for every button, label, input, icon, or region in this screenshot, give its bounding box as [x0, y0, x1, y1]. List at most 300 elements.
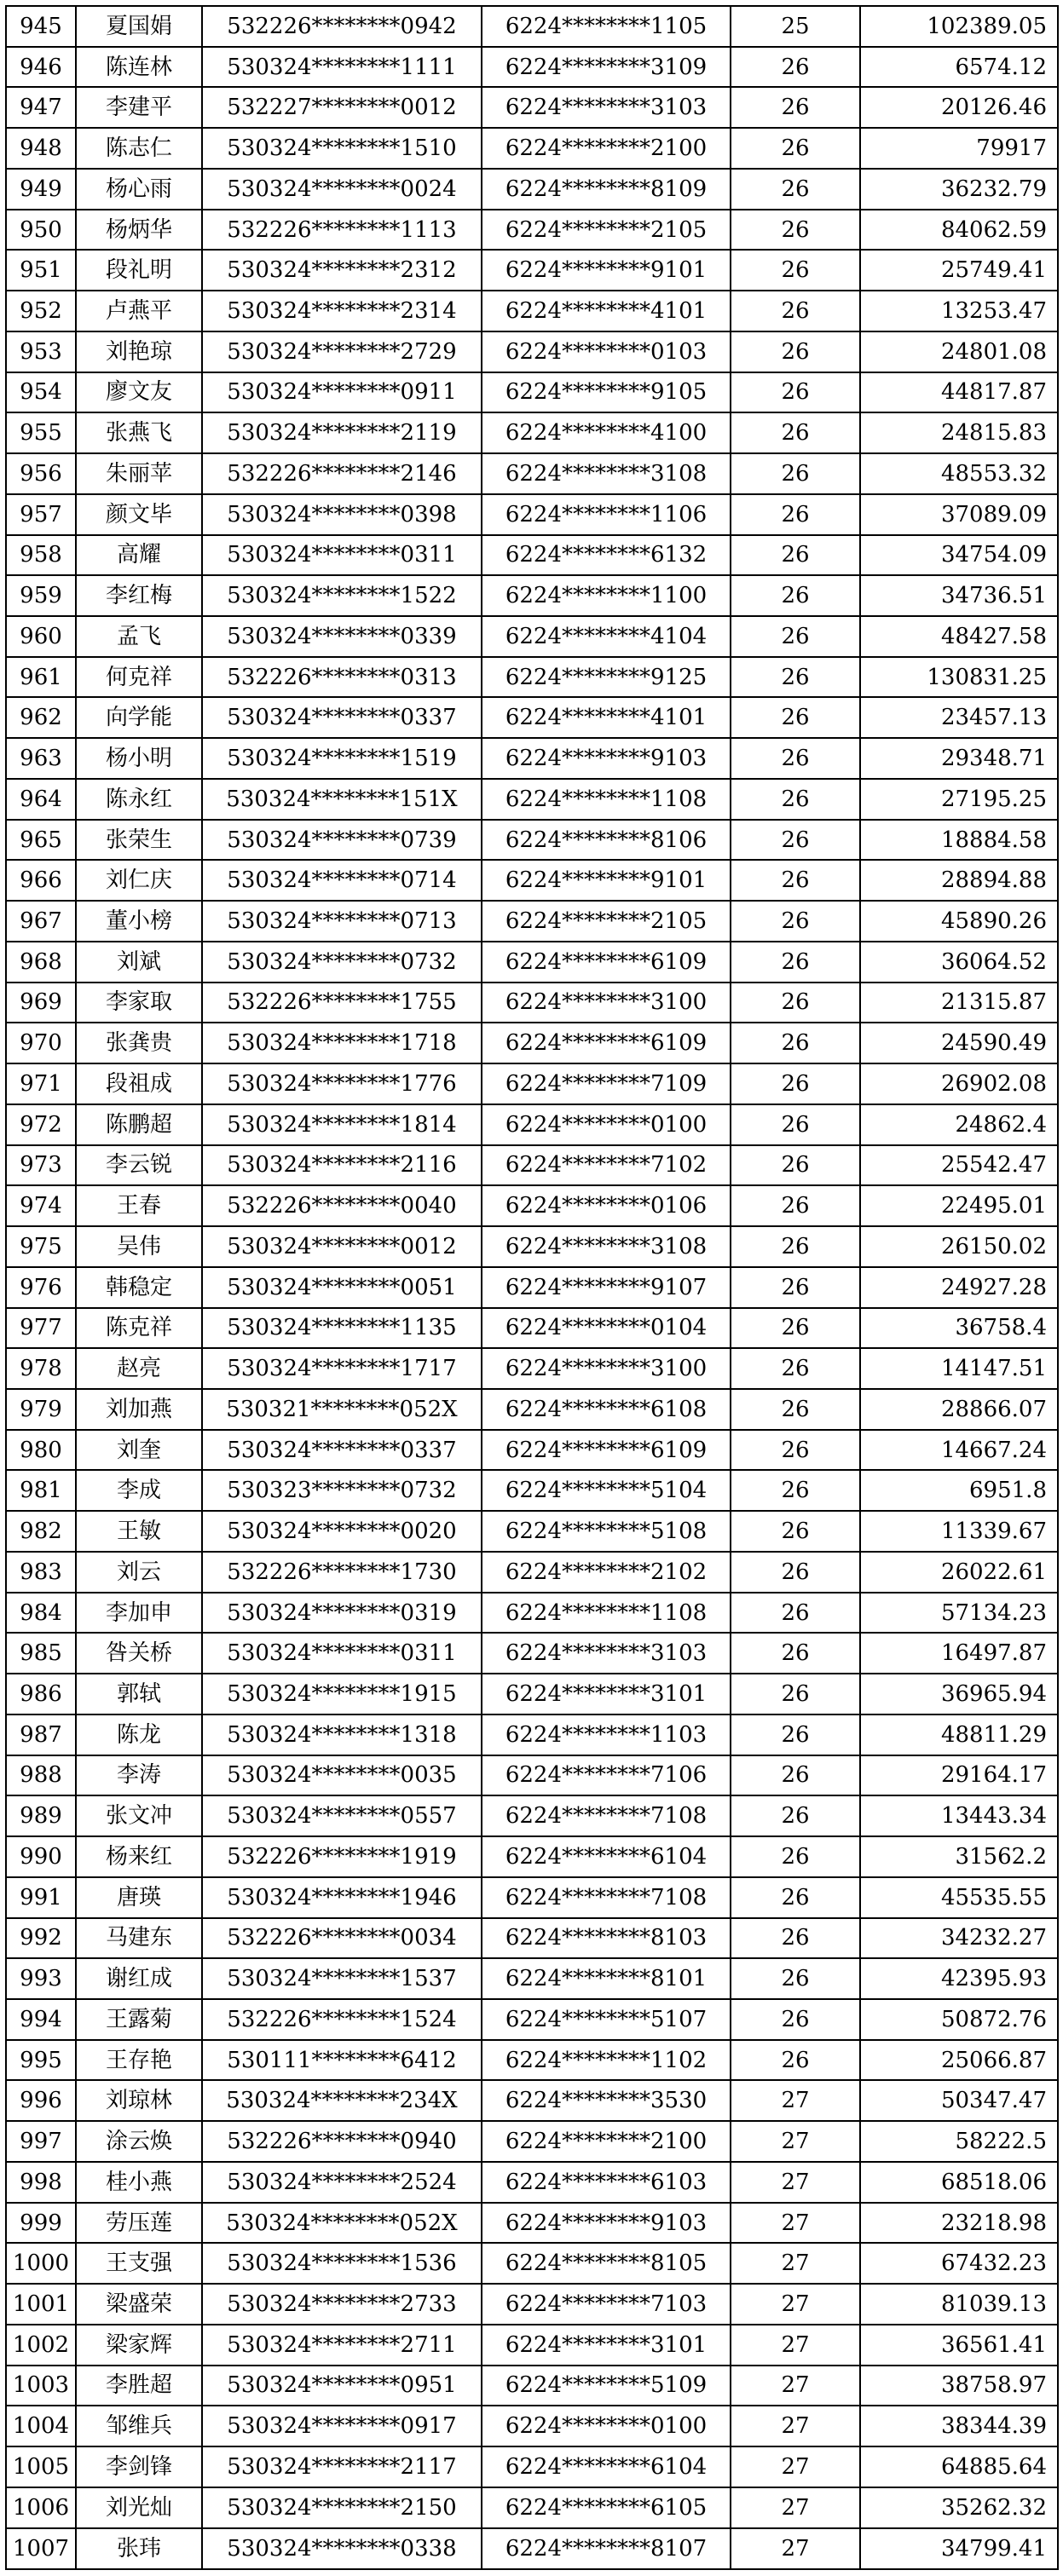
id-number-cell: 530324********1522: [202, 575, 482, 616]
bank-account-cell: 6224********3101: [482, 1674, 731, 1714]
table-row: [6, 1023, 1058, 1063]
table-row: [6, 738, 1058, 779]
group-cell: 26: [731, 1674, 860, 1714]
group-cell: 26: [731, 942, 860, 983]
row-number-cell: 984: [6, 1593, 76, 1634]
name-cell: 刘艳琼: [76, 331, 202, 372]
table-row: [6, 983, 1058, 1023]
row-number-cell: 964: [6, 779, 76, 820]
name-cell: 邹维兵: [76, 2406, 202, 2446]
name-cell: 马建东: [76, 1918, 202, 1959]
bank-account-cell: 6224********8101: [482, 1958, 731, 1999]
id-number-cell: 530324********0024: [202, 169, 482, 210]
group-cell: 26: [731, 1552, 860, 1593]
row-number-cell: 983: [6, 1552, 76, 1593]
table-row: [6, 535, 1058, 576]
amount-cell: 13443.34: [860, 1795, 1058, 1836]
bank-account-cell: 6224********4100: [482, 412, 731, 453]
table-row: [6, 1633, 1058, 1674]
row-number-cell: 990: [6, 1836, 76, 1877]
table-row: [6, 291, 1058, 331]
name-cell: 陈龙: [76, 1714, 202, 1755]
row-number-cell: 980: [6, 1430, 76, 1471]
id-number-cell: 530324********1135: [202, 1308, 482, 1349]
id-number-cell: 530324********0739: [202, 820, 482, 861]
group-cell: 26: [731, 1348, 860, 1389]
amount-cell: 68518.06: [860, 2162, 1058, 2203]
amount-cell: 25749.41: [860, 250, 1058, 291]
id-number-cell: 530324********2312: [202, 250, 482, 291]
group-cell: 26: [731, 128, 860, 169]
name-cell: 涂云焕: [76, 2121, 202, 2162]
amount-cell: 79917: [860, 128, 1058, 169]
table-row: [6, 1267, 1058, 1308]
id-number-cell: 530323********0732: [202, 1470, 482, 1511]
amount-cell: 45535.55: [860, 1877, 1058, 1918]
group-cell: 26: [731, 901, 860, 942]
name-cell: 劳压莲: [76, 2203, 202, 2244]
id-number-cell: 532226********1730: [202, 1552, 482, 1593]
name-cell: 夏国娟: [76, 6, 202, 47]
group-cell: 25: [731, 6, 860, 47]
amount-cell: 34736.51: [860, 575, 1058, 616]
group-cell: 26: [731, 1633, 860, 1674]
bank-account-cell: 6224********4101: [482, 291, 731, 331]
group-cell: 26: [731, 1145, 860, 1186]
id-number-cell: 530324********0911: [202, 372, 482, 413]
group-cell: 26: [731, 1795, 860, 1836]
table-row: [6, 494, 1058, 535]
table-row: [6, 2162, 1058, 2203]
name-cell: 杨心雨: [76, 169, 202, 210]
amount-cell: 21315.87: [860, 983, 1058, 1023]
id-number-cell: 530324********0917: [202, 2406, 482, 2446]
group-cell: 26: [731, 1593, 860, 1634]
group-cell: 27: [731, 2325, 860, 2366]
table-row: [6, 250, 1058, 291]
amount-cell: 11339.67: [860, 1511, 1058, 1552]
name-cell: 桂小燕: [76, 2162, 202, 2203]
name-cell: 陈鹏超: [76, 1104, 202, 1145]
id-number-cell: 530324********2733: [202, 2284, 482, 2325]
bank-account-cell: 6224********3100: [482, 1348, 731, 1389]
row-number-cell: 975: [6, 1226, 76, 1267]
id-number-cell: 530324********0557: [202, 1795, 482, 1836]
table-row: [6, 2528, 1058, 2569]
group-cell: 26: [731, 983, 860, 1023]
group-cell: 27: [731, 2162, 860, 2203]
bank-account-cell: 6224********5104: [482, 1470, 731, 1511]
row-number-cell: 993: [6, 1958, 76, 1999]
bank-account-cell: 6224********8103: [482, 1918, 731, 1959]
group-cell: 26: [731, 1836, 860, 1877]
amount-cell: 42395.93: [860, 1958, 1058, 1999]
amount-cell: 6574.12: [860, 47, 1058, 88]
table-row: [6, 1593, 1058, 1634]
bank-account-cell: 6224********9103: [482, 2203, 731, 2244]
table-row: [6, 820, 1058, 861]
bank-account-cell: 6224********0100: [482, 1104, 731, 1145]
amount-cell: 24927.28: [860, 1267, 1058, 1308]
name-cell: 高耀: [76, 535, 202, 576]
group-cell: 27: [731, 2366, 860, 2406]
id-number-cell: 532227********0012: [202, 87, 482, 128]
bank-account-cell: 6224********3109: [482, 47, 731, 88]
bank-account-cell: 6224********3103: [482, 1633, 731, 1674]
group-cell: 26: [731, 1714, 860, 1755]
table-row: [6, 1674, 1058, 1714]
name-cell: 刘云: [76, 1552, 202, 1593]
bank-account-cell: 6224********6104: [482, 1836, 731, 1877]
group-cell: 26: [731, 1470, 860, 1511]
table-row: [6, 1999, 1058, 2040]
bank-account-cell: 6224********1106: [482, 494, 731, 535]
name-cell: 孟飞: [76, 616, 202, 657]
bank-account-cell: 6224********7108: [482, 1795, 731, 1836]
name-cell: 王支强: [76, 2243, 202, 2284]
table-row: [6, 1795, 1058, 1836]
group-cell: 26: [731, 657, 860, 698]
id-number-cell: 530324********0339: [202, 616, 482, 657]
row-number-cell: 946: [6, 47, 76, 88]
group-cell: 26: [731, 291, 860, 331]
amount-cell: 36064.52: [860, 942, 1058, 983]
name-cell: 吴伟: [76, 1226, 202, 1267]
table-row: [6, 1348, 1058, 1389]
amount-cell: 35262.32: [860, 2487, 1058, 2528]
table-row: [6, 2284, 1058, 2325]
amount-cell: 36232.79: [860, 169, 1058, 210]
name-cell: 颜文毕: [76, 494, 202, 535]
name-cell: 向学能: [76, 697, 202, 738]
name-cell: 段礼明: [76, 250, 202, 291]
name-cell: 梁盛荣: [76, 2284, 202, 2325]
group-cell: 26: [731, 1104, 860, 1145]
bank-account-cell: 6224********3530: [482, 2080, 731, 2121]
row-number-cell: 981: [6, 1470, 76, 1511]
table-row: [6, 2203, 1058, 2244]
bank-account-cell: 6224********5109: [482, 2366, 731, 2406]
bank-account-cell: 6224********3108: [482, 453, 731, 494]
row-number-cell: 963: [6, 738, 76, 779]
group-cell: 26: [731, 210, 860, 251]
table-row: [6, 1145, 1058, 1186]
name-cell: 董小榜: [76, 901, 202, 942]
amount-cell: 58222.5: [860, 2121, 1058, 2162]
bank-account-cell: 6224********8106: [482, 820, 731, 861]
name-cell: 李家取: [76, 983, 202, 1023]
amount-cell: 84062.59: [860, 210, 1058, 251]
name-cell: 李成: [76, 1470, 202, 1511]
amount-cell: 25066.87: [860, 2040, 1058, 2081]
amount-cell: 36561.41: [860, 2325, 1058, 2366]
amount-cell: 45890.26: [860, 901, 1058, 942]
row-number-cell: 979: [6, 1389, 76, 1430]
id-number-cell: 532226********1755: [202, 983, 482, 1023]
table-row: [6, 2121, 1058, 2162]
bank-account-cell: 6224********2100: [482, 2121, 731, 2162]
amount-cell: 57134.23: [860, 1593, 1058, 1634]
id-number-cell: 530321********052X: [202, 1389, 482, 1430]
bank-account-cell: 6224********5107: [482, 1999, 731, 2040]
group-cell: 26: [731, 616, 860, 657]
id-number-cell: 530324********1519: [202, 738, 482, 779]
row-number-cell: 945: [6, 6, 76, 47]
group-cell: 26: [731, 738, 860, 779]
table-row: [6, 2406, 1058, 2446]
id-number-cell: 532226********2146: [202, 453, 482, 494]
row-number-cell: 1004: [6, 2406, 76, 2446]
bank-account-cell: 6224********1103: [482, 1714, 731, 1755]
amount-cell: 18884.58: [860, 820, 1058, 861]
id-number-cell: 530324********1718: [202, 1023, 482, 1063]
name-cell: 刘光灿: [76, 2487, 202, 2528]
amount-cell: 24590.49: [860, 1023, 1058, 1063]
row-number-cell: 992: [6, 1918, 76, 1959]
amount-cell: 26150.02: [860, 1226, 1058, 1267]
id-number-cell: 530324********052X: [202, 2203, 482, 2244]
row-number-cell: 982: [6, 1511, 76, 1552]
table-row: [6, 942, 1058, 983]
table-row: [6, 1552, 1058, 1593]
amount-cell: 48811.29: [860, 1714, 1058, 1755]
name-cell: 陈永红: [76, 779, 202, 820]
id-number-cell: 530324********0051: [202, 1267, 482, 1308]
amount-cell: 28866.07: [860, 1389, 1058, 1430]
id-number-cell: 530324********1318: [202, 1714, 482, 1755]
bank-account-cell: 6224********6103: [482, 2162, 731, 2203]
name-cell: 李涛: [76, 1755, 202, 1796]
id-number-cell: 530324********1510: [202, 128, 482, 169]
amount-cell: 23218.98: [860, 2203, 1058, 2244]
row-number-cell: 976: [6, 1267, 76, 1308]
group-cell: 27: [731, 2080, 860, 2121]
row-number-cell: 978: [6, 1348, 76, 1389]
amount-cell: 38344.39: [860, 2406, 1058, 2446]
name-cell: 陈克祥: [76, 1308, 202, 1349]
row-number-cell: 971: [6, 1063, 76, 1104]
amount-cell: 23457.13: [860, 697, 1058, 738]
bank-account-cell: 6224********7102: [482, 1145, 731, 1186]
row-number-cell: 970: [6, 1023, 76, 1063]
table-row: [6, 1877, 1058, 1918]
bank-account-cell: 6224********2105: [482, 901, 731, 942]
bank-account-cell: 6224********9107: [482, 1267, 731, 1308]
group-cell: 27: [731, 2284, 860, 2325]
name-cell: 唐瑛: [76, 1877, 202, 1918]
bank-account-cell: 6224********4101: [482, 697, 731, 738]
name-cell: 张燕飞: [76, 412, 202, 453]
id-number-cell: 532226********1524: [202, 1999, 482, 2040]
amount-cell: 67432.23: [860, 2243, 1058, 2284]
id-number-cell: 532226********1919: [202, 1836, 482, 1877]
id-number-cell: 530324********1814: [202, 1104, 482, 1145]
table-row: [6, 1714, 1058, 1755]
id-number-cell: 530324********2524: [202, 2162, 482, 2203]
name-cell: 李胜超: [76, 2366, 202, 2406]
row-number-cell: 994: [6, 1999, 76, 2040]
table-row: [6, 1430, 1058, 1471]
row-number-cell: 977: [6, 1308, 76, 1349]
amount-cell: 34232.27: [860, 1918, 1058, 1959]
id-number-cell: 530324********151X: [202, 779, 482, 820]
group-cell: 26: [731, 169, 860, 210]
id-number-cell: 530324********1776: [202, 1063, 482, 1104]
group-cell: 26: [731, 372, 860, 413]
bank-account-cell: 6224********2100: [482, 128, 731, 169]
table-row: [6, 1226, 1058, 1267]
table-row: [6, 210, 1058, 251]
bank-account-cell: 6224********7103: [482, 2284, 731, 2325]
name-cell: 咎关桥: [76, 1633, 202, 1674]
amount-cell: 48553.32: [860, 453, 1058, 494]
bank-account-cell: 6224********6104: [482, 2446, 731, 2487]
id-number-cell: 530324********0951: [202, 2366, 482, 2406]
amount-cell: 13253.47: [860, 291, 1058, 331]
group-cell: 26: [731, 250, 860, 291]
name-cell: 刘琼林: [76, 2080, 202, 2121]
group-cell: 26: [731, 1877, 860, 1918]
row-number-cell: 948: [6, 128, 76, 169]
name-cell: 赵亮: [76, 1348, 202, 1389]
name-cell: 李云锐: [76, 1145, 202, 1186]
group-cell: 26: [731, 1185, 860, 1226]
row-number-cell: 986: [6, 1674, 76, 1714]
group-cell: 27: [731, 2121, 860, 2162]
row-number-cell: 965: [6, 820, 76, 861]
group-cell: 26: [731, 1226, 860, 1267]
bank-account-cell: 6224********3101: [482, 2325, 731, 2366]
amount-cell: 27195.25: [860, 779, 1058, 820]
row-number-cell: 952: [6, 291, 76, 331]
id-number-cell: 530324********0714: [202, 860, 482, 901]
bank-account-cell: 6224********6109: [482, 1023, 731, 1063]
group-cell: 26: [731, 331, 860, 372]
group-cell: 26: [731, 575, 860, 616]
amount-cell: 36758.4: [860, 1308, 1058, 1349]
id-number-cell: 530324********0713: [202, 901, 482, 942]
id-number-cell: 530324********0311: [202, 535, 482, 576]
group-cell: 26: [731, 1308, 860, 1349]
group-cell: 26: [731, 2040, 860, 2081]
name-cell: 陈志仁: [76, 128, 202, 169]
id-number-cell: 532226********0034: [202, 1918, 482, 1959]
bank-account-cell: 6224********4104: [482, 616, 731, 657]
table-row: [6, 1918, 1058, 1959]
amount-cell: 24862.4: [860, 1104, 1058, 1145]
group-cell: 27: [731, 2243, 860, 2284]
bank-account-cell: 6224********0100: [482, 2406, 731, 2446]
id-number-cell: 532226********1113: [202, 210, 482, 251]
id-number-cell: 530324********0012: [202, 1226, 482, 1267]
name-cell: 刘奎: [76, 1430, 202, 1471]
id-number-cell: 530324********0020: [202, 1511, 482, 1552]
row-number-cell: 987: [6, 1714, 76, 1755]
amount-cell: 34799.41: [860, 2528, 1058, 2569]
name-cell: 李剑锋: [76, 2446, 202, 2487]
group-cell: 26: [731, 1918, 860, 1959]
bank-account-cell: 6224********1100: [482, 575, 731, 616]
amount-cell: 14667.24: [860, 1430, 1058, 1471]
amount-cell: 37089.09: [860, 494, 1058, 535]
id-number-cell: 530324********0035: [202, 1755, 482, 1796]
table-row: [6, 1308, 1058, 1349]
group-cell: 26: [731, 697, 860, 738]
bank-account-cell: 6224********3103: [482, 87, 731, 128]
table-row: [6, 1104, 1058, 1145]
roster-table: [5, 5, 1059, 2570]
table-row: [6, 128, 1058, 169]
bank-account-cell: 6224********2102: [482, 1552, 731, 1593]
name-cell: 何克祥: [76, 657, 202, 698]
bank-account-cell: 6224********6105: [482, 2487, 731, 2528]
table-row: [6, 2366, 1058, 2406]
row-number-cell: 1001: [6, 2284, 76, 2325]
table-row: [6, 6, 1058, 47]
amount-cell: 48427.58: [860, 616, 1058, 657]
amount-cell: 6951.8: [860, 1470, 1058, 1511]
group-cell: 26: [731, 820, 860, 861]
group-cell: 27: [731, 2446, 860, 2487]
id-number-cell: 530111********6412: [202, 2040, 482, 2081]
table-row: [6, 2080, 1058, 2121]
table-row: [6, 1836, 1058, 1877]
row-number-cell: 1007: [6, 2528, 76, 2569]
group-cell: 26: [731, 87, 860, 128]
group-cell: 26: [731, 494, 860, 535]
row-number-cell: 967: [6, 901, 76, 942]
bank-account-cell: 6224********9101: [482, 860, 731, 901]
row-number-cell: 966: [6, 860, 76, 901]
id-number-cell: 530324********1717: [202, 1348, 482, 1389]
name-cell: 张文冲: [76, 1795, 202, 1836]
amount-cell: 26022.61: [860, 1552, 1058, 1593]
row-number-cell: 1002: [6, 2325, 76, 2366]
row-number-cell: 957: [6, 494, 76, 535]
row-number-cell: 951: [6, 250, 76, 291]
table-row: [6, 47, 1058, 88]
table-row: [6, 1755, 1058, 1796]
table-row: [6, 697, 1058, 738]
table-row: [6, 2487, 1058, 2528]
name-cell: 段祖成: [76, 1063, 202, 1104]
table-row: [6, 87, 1058, 128]
bank-account-cell: 6224********8109: [482, 169, 731, 210]
amount-cell: 31562.2: [860, 1836, 1058, 1877]
id-number-cell: 530324********0319: [202, 1593, 482, 1634]
name-cell: 韩稳定: [76, 1267, 202, 1308]
bank-account-cell: 6224********3108: [482, 1226, 731, 1267]
group-cell: 26: [731, 1999, 860, 2040]
id-number-cell: 530324********2729: [202, 331, 482, 372]
amount-cell: 64885.64: [860, 2446, 1058, 2487]
name-cell: 王敏: [76, 1511, 202, 1552]
amount-cell: 22495.01: [860, 1185, 1058, 1226]
amount-cell: 38758.97: [860, 2366, 1058, 2406]
row-number-cell: 973: [6, 1145, 76, 1186]
table-row: [6, 1063, 1058, 1104]
row-number-cell: 960: [6, 616, 76, 657]
bank-account-cell: 6224********3100: [482, 983, 731, 1023]
group-cell: 26: [731, 453, 860, 494]
row-number-cell: 961: [6, 657, 76, 698]
name-cell: 张玮: [76, 2528, 202, 2569]
amount-cell: 102389.05: [860, 6, 1058, 47]
bank-account-cell: 6224********2105: [482, 210, 731, 251]
table-row: [6, 779, 1058, 820]
row-number-cell: 949: [6, 169, 76, 210]
row-number-cell: 995: [6, 2040, 76, 2081]
